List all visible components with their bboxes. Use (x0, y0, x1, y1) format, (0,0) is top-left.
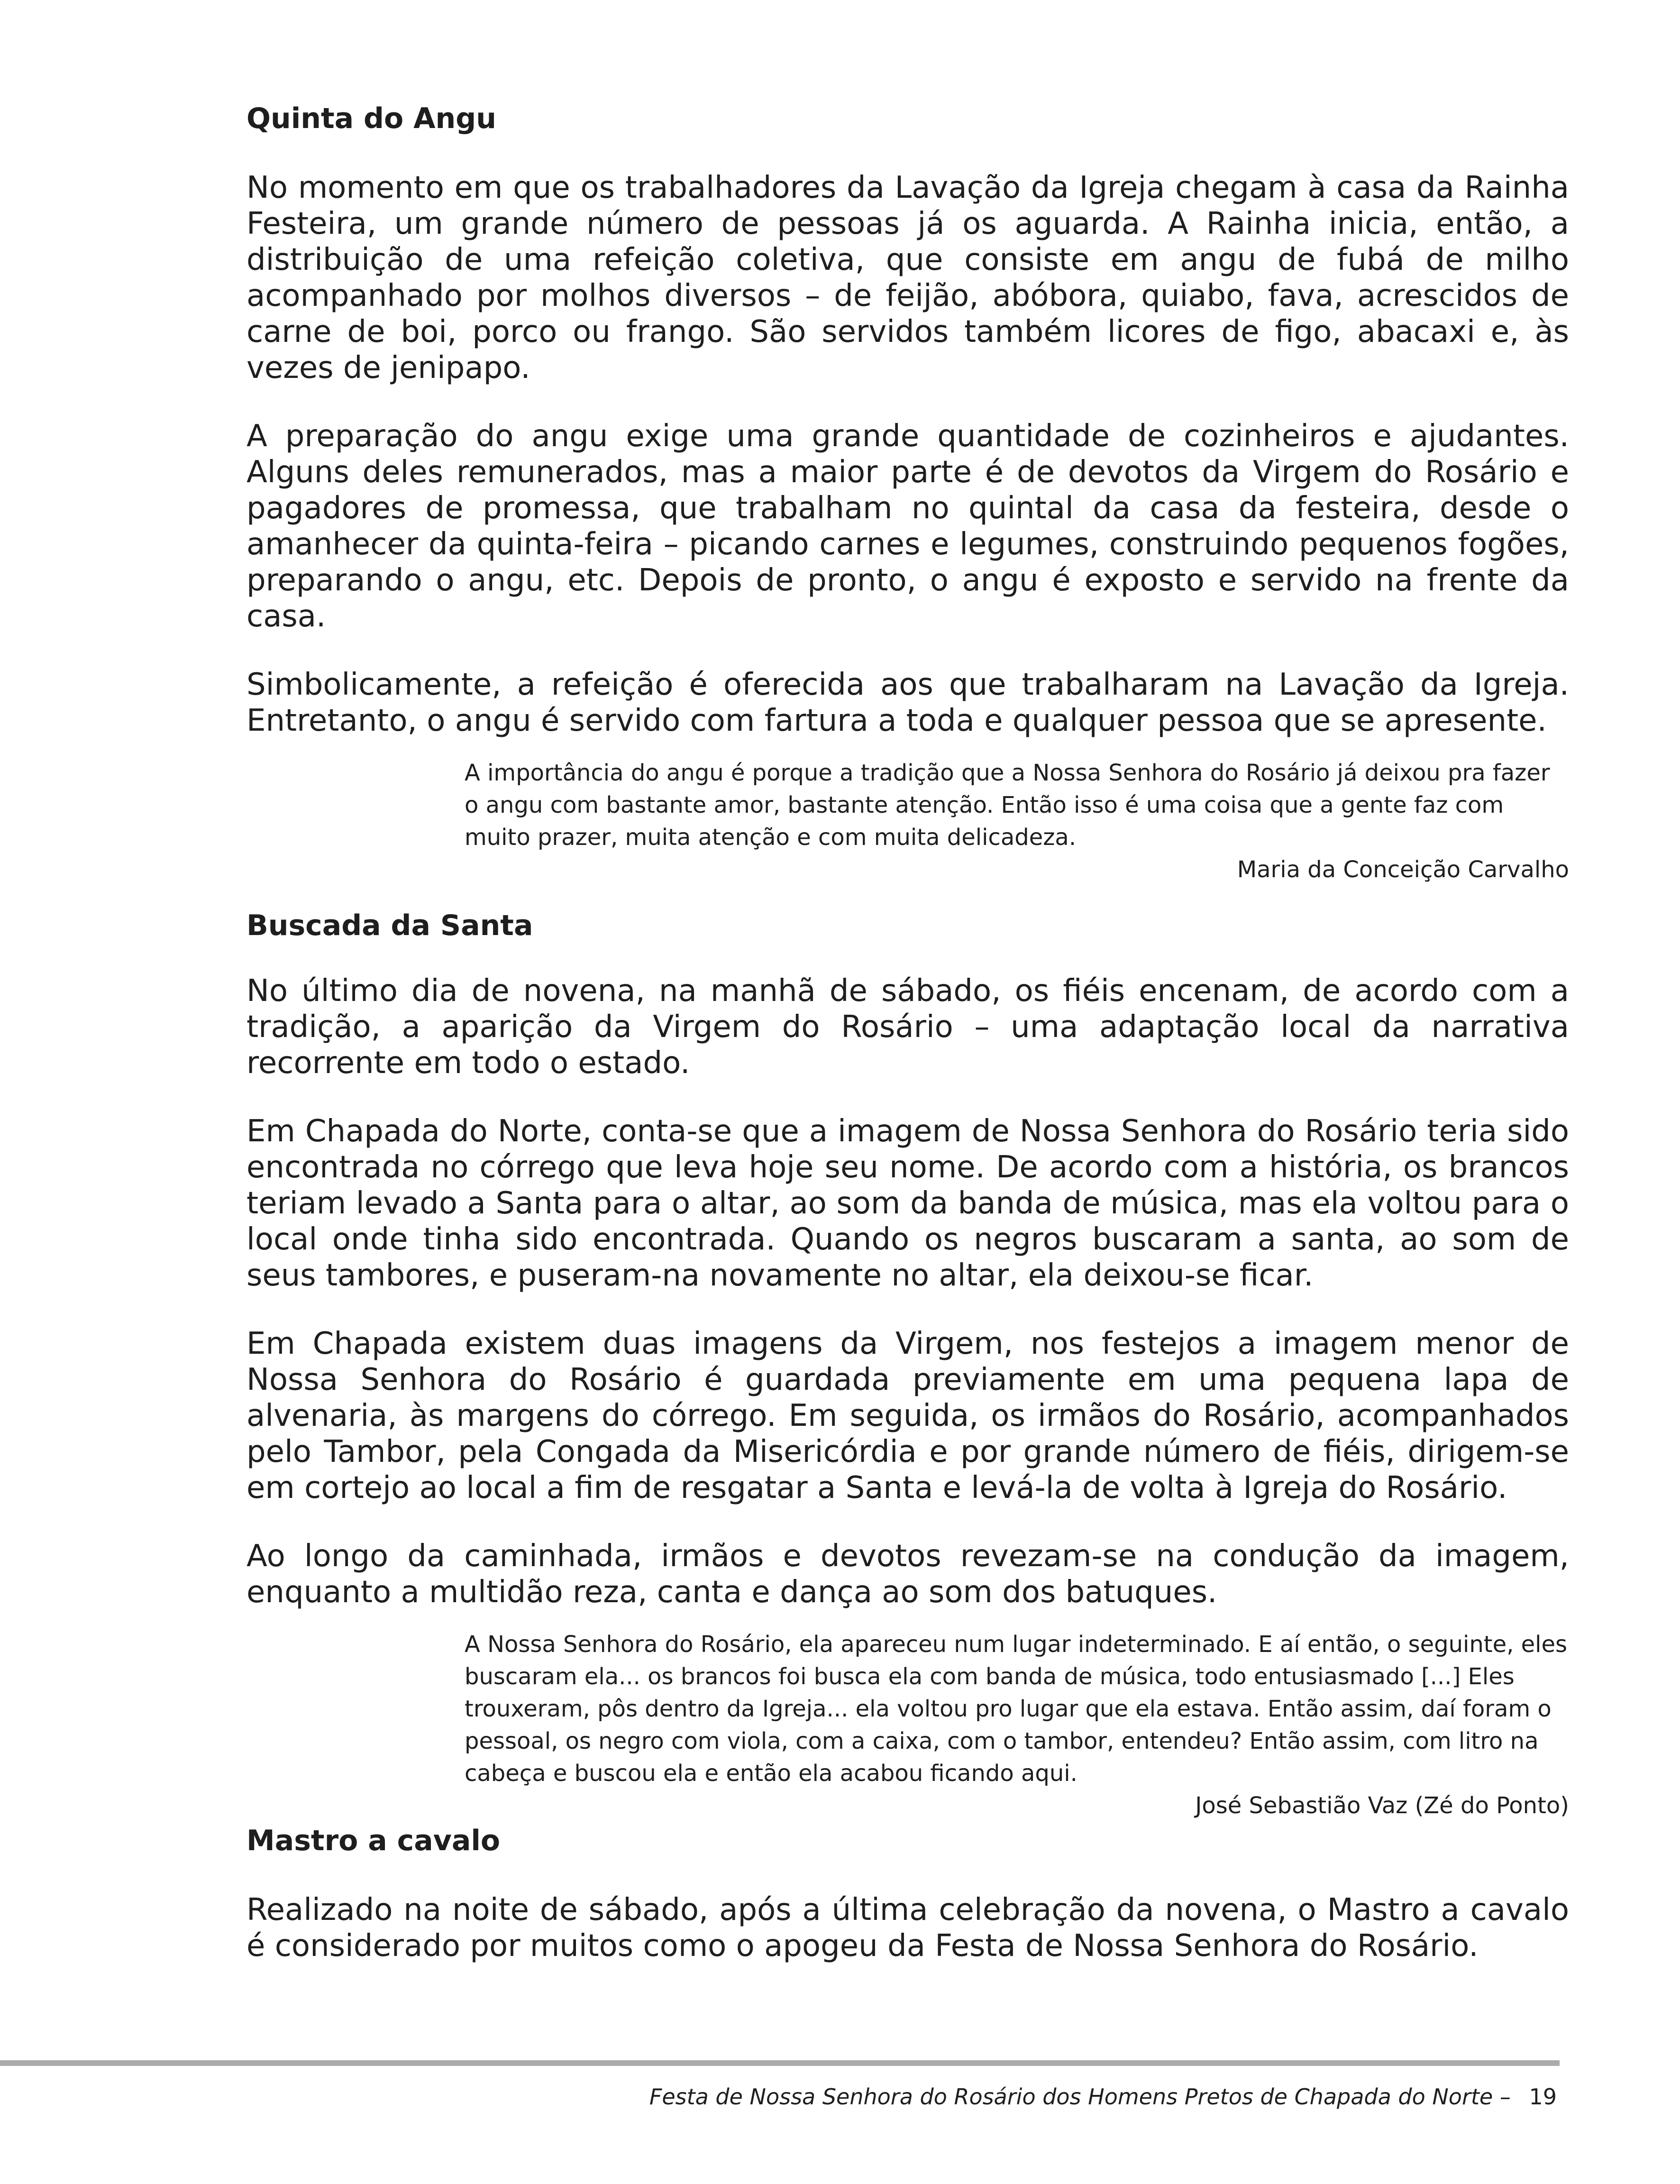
footer-rule (0, 2060, 1560, 2066)
paragraph: Simbolicamente, a refeição é oferecida aos que trabalharam na Lavação da Igreja. Entretanto, o angu é servido com fartura a toda e qualquer pessoa que se apresente. (247, 667, 1569, 738)
paragraph: No último dia de novena, na manhã de sábado, os fiéis encenam, de acordo com a tradição, a aparição da Virgem do Rosário – uma adaptação local da narrativa recorrente em todo o estado. (247, 973, 1569, 1081)
section-heading: Quinta do Angu (247, 102, 496, 135)
paragraph: Em Chapada do Norte, conta-se que a imagem de Nossa Senhora do Rosário teria sido encontrada no córrego que leva hoje seu nome. De acordo com a história, os brancos teriam levado a Santa para o altar, ao som da banda de música, mas ela voltou para o local onde tinha sido encontrada. Quando os negros buscaram a santa, ao som de seus tambores, e puseram-na novamente no altar, ela deixou-se ficar. (247, 1114, 1569, 1293)
paragraph: No momento em que os trabalhadores da Lavação da Igreja chegam à casa da Rainha Festeira, um grande número de pessoas já os aguarda. A Rainha inicia, então, a distribuição de uma refeição coletiva, que consiste em angu de fubá de milho acompanhado por molhos diversos – de feijão, abóbora, quiabo, fava, acrescidos de carne de boi, porco ou frango. São servidos também licores de figo, abacaxi e, às vezes de jenipapo. (247, 170, 1569, 385)
footer-separator: – (1499, 2084, 1511, 2110)
page-number: 19 (1529, 2084, 1557, 2110)
paragraph: Ao longo da caminhada, irmãos e devotos revezam-se na condução da imagem, enquanto a multidão reza, canta e dança ao som dos batuques. (247, 1539, 1569, 1610)
blockquote (465, 1628, 1569, 1822)
quote-text: A importância do angu é porque a tradição que a Nossa Senhora do Rosário já deixou pra fazer o angu com bastante amor, bastante atenção. Então isso é uma coisa que a gente faz com muito prazer, muita atenção e com muita delicadeza. (465, 760, 1550, 851)
paragraph: A preparação do angu exige uma grande quantidade de cozinheiros e ajudantes. Alguns deles remunerados, mas a maior parte é de devotos da Virgem do Rosário e pagadores de promessa, que trabalham no quintal da casa da festeira, desde o amanhecer da quinta-feira – picando carnes e legumes, construindo pequenos fogões, preparando o angu, etc. Depois de pronto, o angu é exposto e servido na frente da casa. (247, 419, 1569, 634)
section-heading: Mastro a cavalo (247, 1824, 501, 1857)
paragraph: Realizado na noite de sábado, após a última celebração da novena, o Mastro a cavalo é considerado por muitos como o apogeu da Festa de Nossa Senhora do Rosário. (247, 1892, 1569, 1964)
quote-text: A Nossa Senhora do Rosário, ela apareceu num lugar indeterminado. E aí então, o seguinte, eles buscaram ela... os brancos foi busca ela com banda de música, todo entusiasmado [...] Eles trouxeram, pôs dentro da Igreja... ela voltou pro lugar que ela estava. Então assim, daí foram o pessoal, os negro com viola, com a caixa, com o tambor, entendeu? Então assim, com litro na cabeça e buscou ela e então ela acabou ficando aqui. (465, 1631, 1568, 1787)
footer-title: Festa de Nossa Senhora do Rosário dos Homens Pretos de Chapada do Norte (649, 2084, 1493, 2110)
page-content (247, 100, 1569, 1964)
quote-attribution: Maria da Conceição Carvalho (1237, 856, 1569, 883)
blockquote (465, 757, 1569, 886)
quote-attribution: José Sebastião Vaz (Zé do Ponto) (1195, 1792, 1569, 1819)
page-footer (649, 2083, 1557, 2111)
paragraph: Em Chapada existem duas imagens da Virgem, nos festejos a imagem menor de Nossa Senhora do Rosário é guardada previamente em uma pequena lapa de alvenaria, às margens do córrego. Em seguida, os irmãos do Rosário, acompanhados pelo Tambor, pela Congada da Misericórdia e por grande número de fiéis, dirigem-se em cortejo ao local a fim de resgatar a Santa e levá-la de volta à Igreja do Rosário. (247, 1326, 1569, 1505)
section-heading: Buscada da Santa (247, 909, 533, 942)
